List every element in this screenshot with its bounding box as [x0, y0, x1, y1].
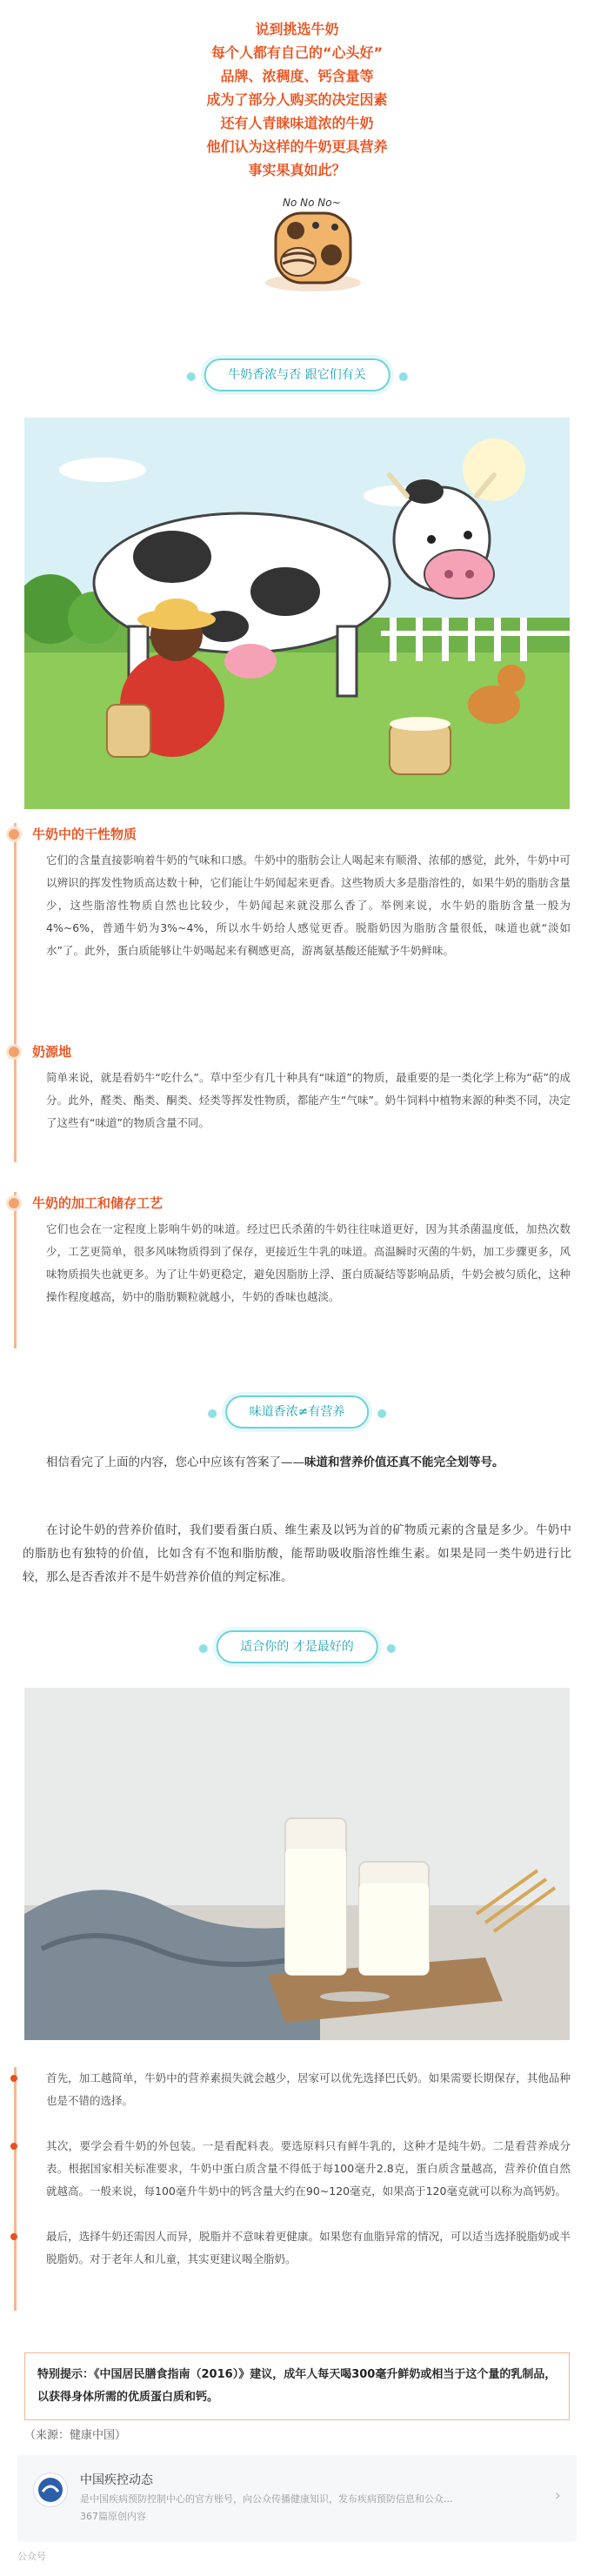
- special-tip-box: [24, 2352, 570, 2420]
- intro-line: 品牌、浓稠度、钙含量等: [220, 68, 374, 84]
- chevron-right-icon: ›: [554, 2486, 561, 2505]
- factor-title: 奶源地: [17, 1040, 583, 1063]
- account-footer-label: 公众号: [17, 2551, 46, 2562]
- account-description: 是中国疾病预防控制中心的官方账号，向公众传播健康知识，发布疾病预防信息和公众...: [80, 2493, 453, 2505]
- sticker-text: No No No~: [283, 197, 341, 209]
- selection-tips: [14, 2067, 583, 2311]
- factor-section-processing: [14, 1192, 583, 1348]
- factor-title: 牛奶的加工和储存工艺: [17, 1192, 583, 1214]
- factor-body: 它们也会在一定程度上影响牛奶的味道。经过巴氏杀菌的牛奶往往味道更好，因为其杀菌温度低，加热次数少，工艺更简单，很多风味物质得到了保存，更接近生牛乳的味道。高温瞬时灭菌的牛奶，加工步骤更多，风味物质损失也就更多。为了让牛奶更稳定，避免因脂肪上浮、蛋白质凝结等影响品质，牛奶会被匀质化，这种操作程度越高，奶中的脂肪颗粒就越小，牛奶的香味也越淡。: [46, 1222, 571, 1303]
- tip-second: 其次，要学会看牛奶的外包装。一是看配料表。要选原料只有鲜牛乳的，这种才是纯牛奶。二是看营养成分表。根据国家相关标准要求，牛奶中蛋白质含量不得低于每100毫升2.8克，蛋白质含量越高，营养价值自然就越高。一般来说，每100毫升牛奶中的钙含量大约在90~120毫克，如果高于120毫克就可以称为高钙奶。: [17, 2135, 583, 2203]
- tip-third: 最后，选择牛奶还需因人而异，脱脂并不意味着更健康。如果您有血脂异常的情况，可以适当选择脱脂奶或半脱脂奶。对于老年人和儿童，其实更建议喝全脂奶。: [17, 2225, 583, 2271]
- milk-glasses-photo: [24, 1688, 570, 2040]
- special-tip-text: 《中国居民膳食指南（2016）》建议，成年人每天喝300毫升鲜奶或相当于这个量的乳制品，以获得身体所需的优质蛋白质和钙。: [37, 2368, 557, 2404]
- intro-line: 每个人都有自己的“心头好”: [210, 44, 384, 61]
- conclusion-bold: 味道和营养价值还真不能完全划等号。: [304, 1455, 504, 1469]
- nutrition-paragraph: 在讨论牛奶的营养价值时，我们要看蛋白质、维生素及以钙为首的矿物质元素的含量是多少。牛奶中的脂肪也有独特的价值，比如含有不饱和脂肪酸，能帮助吸收脂溶性维生素。如果是同一类牛奶进行比较，那么是否香浓并不是牛奶营养价值的判定标准。: [23, 1523, 571, 1584]
- factor-section-milk-source: [14, 1040, 583, 1162]
- article-source: （来源：健康中国）: [24, 2429, 127, 2442]
- intro-line: 他们认为这样的牛奶更具营养: [206, 138, 388, 155]
- section-title-label: 牛奶香浓与否 跟它们有关: [204, 358, 390, 391]
- tip-first: 首先，加工越简单，牛奶中的营养素损失就会越少，居家可以优先选择巴氏奶。如果需要长期保存，其他品种也是不错的选择。: [17, 2067, 583, 2112]
- special-tip-label: 特别提示：: [37, 2368, 95, 2381]
- intro-line: 事实果真如此？: [248, 162, 346, 178]
- factor-body: 简单来说，就是看奶牛“吃什么”。草中至少有几十种具有“味道”的物质，最重要的是一类化学上称为“萜”的成分。此外，醛类、酯类、酮类、烃类等挥发性物质，都能产生“气味”。奶牛饲料中植物来源的种类不同，决定了这些有“味道”的物质含量不同。: [46, 1071, 571, 1129]
- account-logo-icon: [33, 2472, 68, 2507]
- conclusion-plain: 相信看完了上面的内容，您心中应该有答案了——: [46, 1455, 304, 1469]
- factor-body: 它们的含量直接影响着牛奶的气味和口感。牛奶中的脂肪会让人喝起来有顺滑、浓郁的感觉，此外，牛奶中可以辨识的挥发性物质高达数十种，它们能让牛奶闻起来更香。这些物质大多是脂溶性的，如果牛奶的脂肪含量少，这些脂溶性物质自然也比较少，牛奶闻起来就没那么香了。举例来说，水牛奶的脂肪含量一般为4%~6%，普通牛奶为3%~4%，所以水牛奶给人感觉更香。脱脂奶因为脂肪含量很低，味道也就“淡如水”了。此外，蛋白质能够让牛奶喝起来有稠感更高，游离氨基酸还能赋予牛奶鲜味。: [46, 853, 571, 957]
- conclusion-paragraph: [23, 1451, 571, 1475]
- section-title-label: 适合你的 才是最好的: [216, 1630, 377, 1663]
- account-name: 中国疾控动态: [80, 2473, 153, 2487]
- intro-text: [0, 17, 594, 182]
- intro-line: 成为了部分人购买的决定因素: [206, 91, 388, 108]
- section-title-3: [0, 1620, 594, 1672]
- intro-line: 说到挑选牛奶: [255, 21, 339, 37]
- account-card[interactable]: [17, 2455, 577, 2542]
- section-title-label: 味道香浓≠有营养: [225, 1395, 370, 1429]
- factor-title: 牛奶中的干性物质: [17, 823, 583, 846]
- cow-milking-illustration: [24, 418, 570, 809]
- cow-sticker-illustration: [248, 187, 378, 300]
- section-title-1: [0, 348, 594, 400]
- intro-line: 还有人青睐味道浓的牛奶: [220, 115, 374, 131]
- section-title-2: [0, 1385, 594, 1437]
- account-article-count: 367篇原创内容: [80, 2511, 146, 2522]
